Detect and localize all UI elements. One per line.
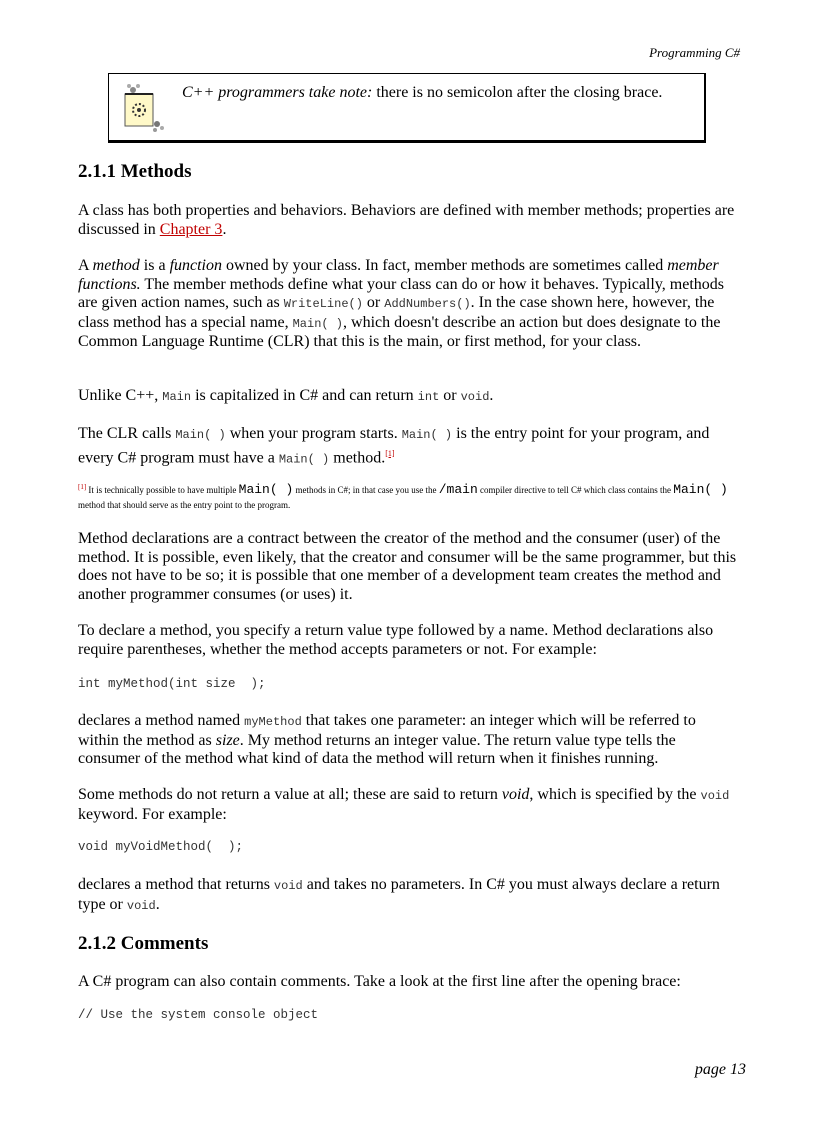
note-text: C++ programmers take note: there is no semicolon after the closing brace. (182, 84, 663, 101)
footnote-link[interactable]: [1] (385, 448, 395, 458)
code-comment: // Use the system console object (78, 1008, 319, 1022)
chapter-3-link[interactable]: Chapter 3 (159, 220, 223, 238)
footnote: [1] It is technically possible to have multiple Main( ) methods in C#; in that case you use the /main compiler directive to tell C# which class contains the Main( ) method that should serve as the entry point to the program. (78, 482, 728, 510)
paragraph-properties: A class has both properties and behaviors. Behaviors are defined with member methods; properties are discussed in Chapter 3. (78, 202, 735, 238)
paragraph-declare-method: To declare a method, you specify a return value type followed by a name. Method declarations also require parentheses, whether the method accepts parameters or not. For example: (78, 622, 714, 658)
paragraph-clr-calls-main: The CLR calls Main( ) when your program starts. Main( ) is the entry point for your program, and every C# program must have a Main( ) method.[1] (78, 425, 710, 466)
page-number: page 13 (694, 1061, 746, 1078)
running-head: Programming C# (649, 45, 740, 60)
paragraph-comments: A C# program can also contain comments. Take a look at the first line after the opening brace: (78, 973, 681, 990)
section-heading-comments: 2.1.2 Comments (78, 933, 209, 954)
section-heading-methods: 2.1.1 Methods (78, 161, 192, 182)
paragraph-mymethod: declares a method named myMethod that takes one parameter: an integer which will be referred to within the method as size. My method returns an integer value. The return value type tells the consumer of the method what kind of data the method will return when it finishes running. (78, 712, 696, 767)
paragraph-contract: Method declarations are a contract between the creator of the method and the consumer (user) of the method. It is possible, even likely, that the creator and consumer will be the same programmer, but this does not have to be so; it is possible that one member of a development team creates the method and another programmer consumes (or uses) it. (78, 530, 737, 603)
code-mymethod: int myMethod(int size ); (78, 677, 266, 691)
note-box (108, 73, 706, 143)
paragraph-void-method: declares a method that returns void and takes no parameters. In C# you must always declare a return type or void. (78, 876, 720, 913)
note-tool-icon (119, 80, 171, 138)
paragraph-main-capitalized: Unlike C++, Main is capitalized in C# and can return int or void. (78, 387, 494, 404)
paragraph-void: Some methods do not return a value at all; these are said to return void, which is specified by the void keyword. For example: (78, 786, 730, 823)
code-myvoidmethod: void myVoidMethod( ); (78, 840, 244, 854)
paragraph-method-definition: A method is a function owned by your class. In fact, member methods are sometimes called member functions. The member methods define what your class can do or how it behaves. Typically, methods are given action names, such as WriteLine() or AddNumbers(). In the case shown here, however, the class method has a special name, Main( ), which doesn't describe an action but does designate to the Common Language Runtime (CLR) that this is the main, or first method, for your class. (78, 257, 724, 350)
